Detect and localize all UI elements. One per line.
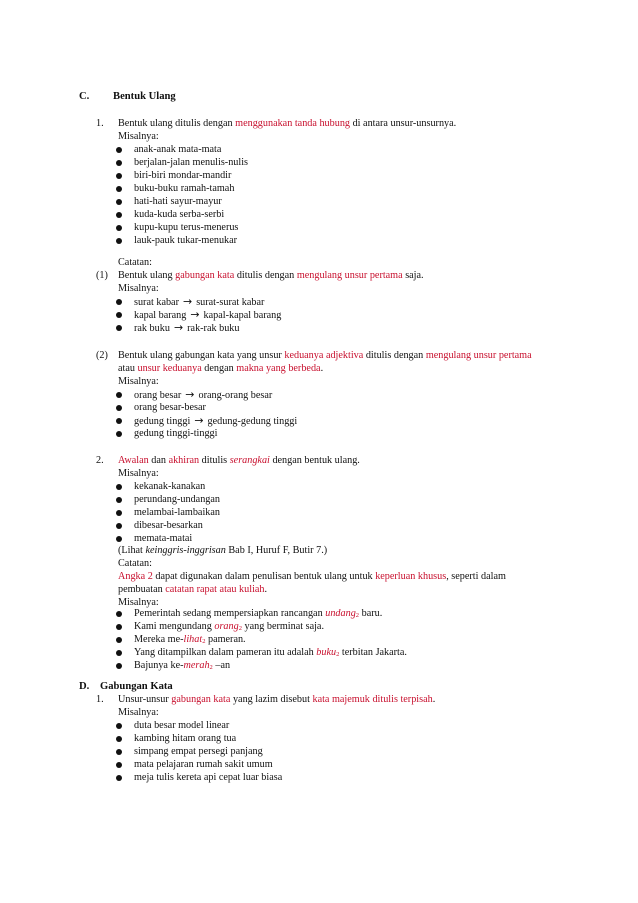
bullet-icon [116,510,122,516]
bullet-icon [116,199,122,205]
bullet-icon [116,523,122,529]
note-2-number: (2) [96,350,108,361]
list-item: mata pelajaran rumah sakit umum [134,759,273,770]
arrow-right-icon: → [194,414,204,427]
list-item: simpang empat persegi panjang [134,746,263,757]
arrow-right-icon: → [182,295,193,308]
bullet-icon [116,212,122,218]
list-item: buku-buku ramah-tamah [134,183,235,194]
note-text: Angka 2 dapat digunakan dalam penulisan bentuk ulang untuk keperluan khusus, seperti dalam [118,571,506,582]
list-item: kupu-kupu terus-menerus [134,222,239,233]
note-2-text: Bentuk ulang gabungan kata yang unsur keduanya adjektiva ditulis dengan mengulang unsur pertama [118,350,532,361]
list-item: Bajunya ke-merah2 –an [134,660,231,671]
reference-note: (Lihat keinggris-inggrisan Bab I, Huruf F, Butir 7.) [118,545,328,556]
bullet-icon [116,611,122,617]
list-item: kekanak-kanakan [134,481,206,492]
bullet-icon [116,325,122,331]
term: gedung tinggi-tinggi [134,428,218,439]
list-item [134,414,297,428]
list-item: berjalan-jalan menulis-nulis [134,157,249,168]
list-item: Yang ditampilkan dalam pameran itu adalah buku2 terbitan Jakarta. [134,647,407,658]
bullet-icon [116,484,122,490]
bullet-icon [116,173,122,179]
list-item [134,401,206,414]
bullet-icon [116,637,122,643]
term: orang besar [134,390,182,401]
list-item: memata-matai [134,533,193,544]
list-item: anak-anak mata-mata [134,144,222,155]
list-item: perundang-undangan [134,494,220,505]
note-2-text-cont: atau unsur keduanya dengan makna yang berbeda. [118,363,324,374]
note-1-text: Bentuk ulang gabungan kata ditulis dengan mengulang unsur pertama saja. [118,270,424,281]
bullet-icon [116,160,122,166]
bullet-icon [116,497,122,503]
list-item: meja tulis kereta api cepat luar biasa [134,772,283,783]
bullet-icon [116,238,122,244]
list-item: Mereka me-lihat2 pameran. [134,634,246,645]
rule-1-text: Bentuk ulang ditulis dengan menggunakan tanda hubung di antara unsur-unsurnya. [118,118,457,129]
bullet-icon [116,431,122,437]
term-repeated: surat-surat kabar [196,297,265,308]
example-label: Misalnya: [118,468,159,479]
rule-2-number: 2. [96,455,104,466]
note-text-cont: pembuatan catatan rapat atau kuliah. [118,584,268,595]
list-item: kuda-kuda serba-serbi [134,209,225,220]
bullet-icon [116,418,122,424]
example-label: Misalnya: [118,597,159,608]
arrow-right-icon: → [173,321,184,334]
example-label: Misalnya: [118,283,159,294]
arrow-right-icon: → [190,308,200,321]
example-label: Misalnya: [118,376,159,387]
bullet-icon [116,299,122,305]
example-label: Misalnya: [118,707,159,718]
list-item: hati-hati sayur-mayur [134,196,222,207]
rule-2-text: Awalan dan akhiran ditulis serangkai dengan bentuk ulang. [118,455,360,466]
bullet-icon [116,536,122,542]
section-c-title: Bentuk Ulang [113,91,176,102]
bullet-icon [116,225,122,231]
bullet-icon [116,723,122,729]
bullet-icon [116,186,122,192]
example-label: Misalnya: [118,131,159,142]
rule-d1-number: 1. [96,694,104,705]
list-item [134,427,217,440]
bullet-icon [116,312,122,318]
bullet-icon [116,762,122,768]
term-repeated: orang-orang besar [198,390,273,401]
list-item: duta besar model linear [134,720,230,731]
term: surat kabar [134,297,179,308]
note-1-number: (1) [96,270,108,281]
list-item: lauk-pauk tukar-menukar [134,235,238,246]
bullet-icon [116,392,122,398]
bullet-icon [116,736,122,742]
term: rak buku [134,323,170,334]
bullet-icon [116,775,122,781]
note-label: Catatan: [118,558,152,569]
section-d-title: Gabungan Kata [100,681,173,692]
list-item: dibesar-besarkan [134,520,203,531]
list-item: biri-biri mondar-mandir [134,170,232,181]
bullet-icon [116,650,122,656]
bullet-icon [116,749,122,755]
rule-d1-text: Unsur-unsur gabungan kata yang lazim disebut kata majemuk ditulis terpisah. [118,694,436,705]
bullet-icon [116,624,122,630]
term: gedung tinggi [134,416,191,427]
list-item [134,321,240,335]
bullet-icon [116,663,122,669]
list-item [134,295,264,309]
term-repeated: gedung-gedung tinggi [207,416,298,427]
term: kapal barang [134,310,187,321]
term-repeated: kapal-kapal barang [203,310,282,321]
rule-1-number: 1. [96,118,104,129]
list-item: Kami mengundang orang2 yang berminat saja. [134,621,324,632]
note-label: Catatan: [118,257,152,268]
section-d-letter: D. [79,681,90,692]
list-item [134,308,281,322]
list-item: kambing hitam orang tua [134,733,237,744]
list-item [134,388,272,402]
bullet-icon [116,147,122,153]
list-item: Pemerintah sedang mempersiapkan rancangan undang2 baru. [134,608,383,619]
list-item: melambai-lambaikan [134,507,220,518]
term: orang besar-besar [134,402,206,413]
bullet-icon [116,405,122,411]
term-repeated: rak-rak buku [187,323,240,334]
section-c-letter: C. [79,91,90,102]
arrow-right-icon: → [185,388,195,401]
